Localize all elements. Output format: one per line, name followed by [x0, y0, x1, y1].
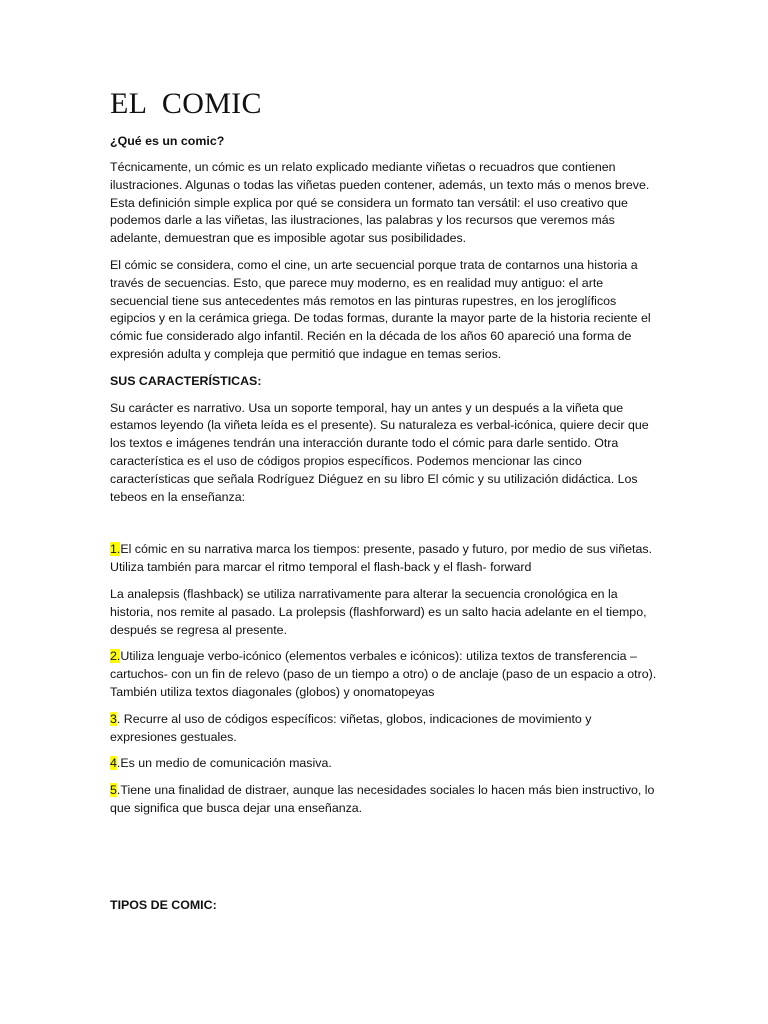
item-text-4: .Es un medio de comunicación masiva.	[116, 756, 332, 771]
paragraph-sequential-art: El cómic se considera, como el cine, un arte secuencial porque trata de contarnos una historia a través de secuencias. Esto, que parece muy moderno, es en realidad muy antiguo: el arte secuencial tiene sus antecedentes más remotos en las pinturas rupestres, en los jeroglíficos egipcios y en la cerámica griega. De todas formas, durante la mayor parte de la historia reciente el cómic fue considerado algo infantil. Recién en la década de los años 60 apareció una forma de expresión adulta y compleja que permitió que indague en temas serios.	[110, 257, 651, 361]
item-number-4: 4	[110, 756, 117, 771]
spacer	[110, 827, 660, 897]
item-text-5: .Tiene una finalidad de distraer, aunque las necesidades sociales lo hacen más bien instructivo, lo que significa que busca dejar una enseñanza.	[110, 783, 655, 815]
spacer	[110, 515, 660, 541]
item-text-2: Utiliza lenguaje verbo-icónico (elementos verbales e icónicos): utiliza textos de transferencia –cartuchos- con un fin de relevo (paso de un tiempo a otro) o de anclaje (paso de un espacio a otro). También utiliza textos diagonales (globos) y onomatopeyas	[110, 649, 657, 699]
list-item-3	[110, 711, 660, 747]
paragraph-analepsis: La analepsis (flashback) se utiliza narrativamente para alterar la secuencia cronológica en la historia, nos remite al pasado. La prolepsis (flashforward) es un salto hacia adelante en el tiempo, después se regresa al presente.	[110, 586, 647, 637]
item-text-1: El cómic en su narrativa marca los tiempos: presente, pasado y futuro, por medio de sus viñetas. Utiliza también para marcar el ritmo temporal el flash-back y el flash- forward	[110, 542, 653, 575]
item-number-3: 3	[110, 711, 117, 726]
list-item-5	[110, 782, 660, 818]
item-text-3: . Recurre al uso de códigos específicos: viñetas, globos, indicaciones de movimiento y expresiones gestuales.	[110, 711, 592, 744]
question-heading: ¿Qué es un comic?	[110, 134, 225, 148]
list-item-4	[110, 755, 660, 773]
types-heading: TIPOS DE COMIC:	[110, 897, 217, 912]
paragraph-characteristics: Su carácter es narrativo. Usa un soporte temporal, hay un antes y un después a la viñeta que estamos leyendo (la viñeta leída es el presente). Su naturaleza es verbal-icónica, quiere decir que los textos e imágenes tendrán una interacción durante todo el cómic para darle sentido. Otra característica es el uso de códigos propios específicos. Podemos mencionar las cinco características que señala Rodríguez Diéguez en su libro El cómic y su utilización didáctica. Los tebeos en la enseñanza:	[110, 400, 649, 504]
list-item-1	[110, 541, 660, 577]
item-number-1: 1.	[110, 542, 121, 557]
document-body	[110, 86, 660, 924]
characteristics-heading: SUS CARACTERÍSTICAS:	[110, 373, 262, 388]
paragraph-definition: Técnicamente, un cómic es un relato explicado mediante viñetas o recuadros que contienen ilustraciones. Algunas o todas las viñetas pueden contener, además, un texto más o menos breve. Esta definición simple explica por qué se considera un formato tan versátil: el uso creativo que podemos darle a las viñetas, las ilustraciones, las palabras y los recursos que veremos más adelante, demuestran que es imposible agotar sus posibilidades.	[110, 160, 650, 246]
page-title: EL COMIC	[110, 87, 262, 120]
item-number-5: 5	[110, 783, 117, 798]
item-number-2: 2.	[110, 649, 121, 664]
list-item-2	[110, 648, 660, 701]
